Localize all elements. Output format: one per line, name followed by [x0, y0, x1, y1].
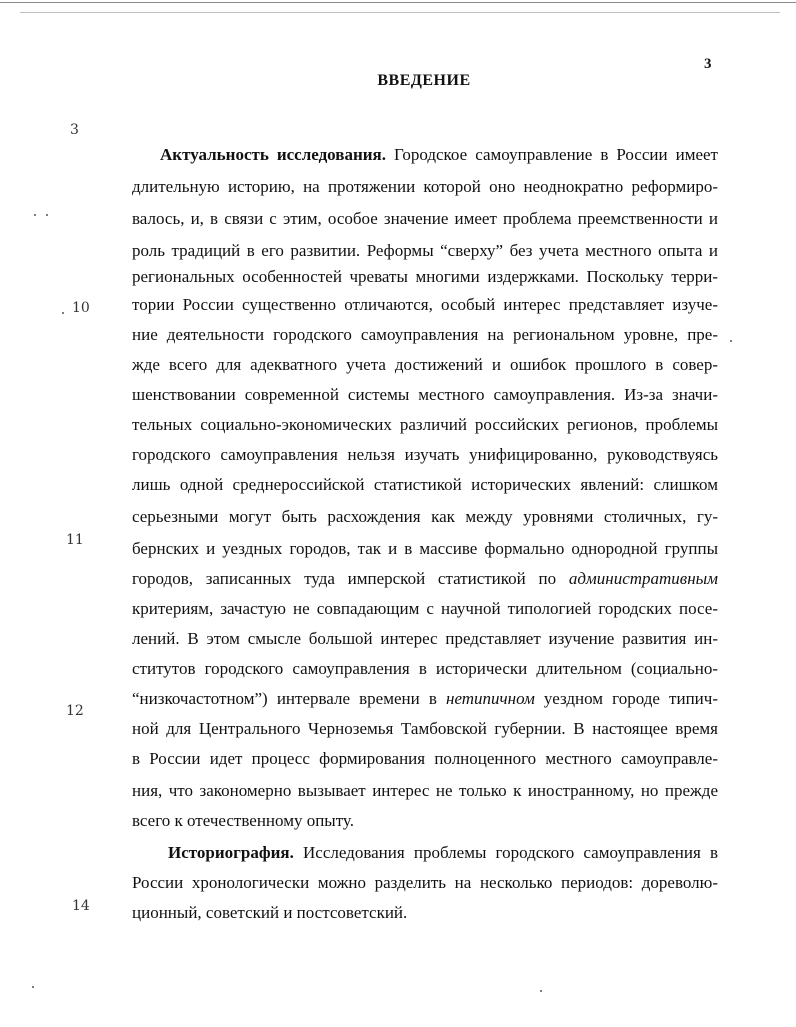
page-title: ВВЕДЕНИЕ — [377, 72, 471, 89]
text-line: Актуальность исследования. Городское самоуправление в России имеет — [160, 145, 718, 164]
text-line: Историография. Исследования проблемы городского самоуправления в — [168, 843, 718, 862]
text-line: региональных особенностей чреваты многими издержками. Поскольку терри- — [132, 267, 718, 286]
text-line: критериям, зачастую не совпадающим с научной типологией городских посе- — [132, 599, 718, 618]
margin-handwritten-mark: 12 — [66, 703, 84, 719]
text-line: жде всего для адекватного учета достижений и ошибок прошлого в совер- — [132, 355, 718, 374]
section-lead: Актуальность исследования. — [160, 145, 386, 164]
text-line: ционный, советский и постсоветский. — [132, 903, 408, 922]
scan-speck — [32, 986, 34, 988]
text-line: тельных социально-экономических различий российских регионов, проблемы — [132, 415, 718, 434]
text-line: городского самоуправления нельзя изучать унифицированно, руководствуясь — [132, 445, 718, 464]
text-line: бернских и уездных городов, так и в массиве формально однородной группы — [132, 539, 718, 558]
text-line: длительную историю, на протяжении которой оно неоднократно реформиро- — [132, 177, 718, 196]
text-line: “низкочастотном”) интервале времени в нетипичном уездном городе типич- — [132, 689, 718, 708]
scan-edge-line — [0, 2, 796, 3]
page-number: 3 — [704, 56, 712, 72]
text-line: роль традиций в его развитии. Реформы “сверху” без учета местного опыта и — [132, 241, 718, 260]
text-line: ститутов городского самоуправления в исторически длительном (социально- — [132, 659, 718, 678]
margin-handwritten-mark: 10 — [72, 300, 90, 316]
scan-speck — [46, 214, 48, 216]
margin-handwritten-mark: 3 — [70, 122, 79, 138]
text-line: шенствовании современной системы местного самоуправления. Из-за значи- — [132, 385, 718, 404]
text-line: валось, и, в связи с этим, особое значение имеет проблема преемственности и — [132, 209, 718, 228]
scan-speck — [62, 312, 64, 314]
margin-handwritten-mark: 11 — [66, 532, 84, 548]
scan-speck — [34, 214, 36, 216]
text-line: ние деятельности городского самоуправления на региональном уровне, пре- — [132, 325, 718, 344]
text-line: в России идет процесс формирования полноценного местного самоуправле- — [132, 749, 718, 768]
margin-handwritten-mark: 14 — [72, 898, 90, 914]
scan-speck — [730, 340, 732, 342]
text-line: серьезными могут быть расхождения как между уровнями столичных, гу- — [132, 507, 718, 526]
text-line: городов, записанных туда имперской статистикой по административным — [132, 569, 718, 588]
text-line: всего к отечественному опыту. — [132, 811, 354, 830]
text-line: ной для Центрального Черноземья Тамбовской губернии. В настоящее время — [132, 719, 718, 738]
text-line: тории России существенно отличаются, особый интерес представляет изуче- — [132, 295, 718, 314]
text-line: лишь одной среднероссийской статистикой исторических явлений: слишком — [132, 475, 718, 494]
scan-edge-line — [20, 12, 780, 13]
scan-speck — [540, 990, 542, 992]
section-lead: Историография. — [168, 843, 294, 862]
text-line: России хронологически можно разделить на несколько периодов: дореволю- — [132, 873, 718, 892]
text-line: лений. В этом смысле большой интерес представляет изучение развития ин- — [132, 629, 718, 648]
text-line: ния, что закономерно вызывает интерес не только к иностранному, но прежде — [132, 781, 718, 800]
